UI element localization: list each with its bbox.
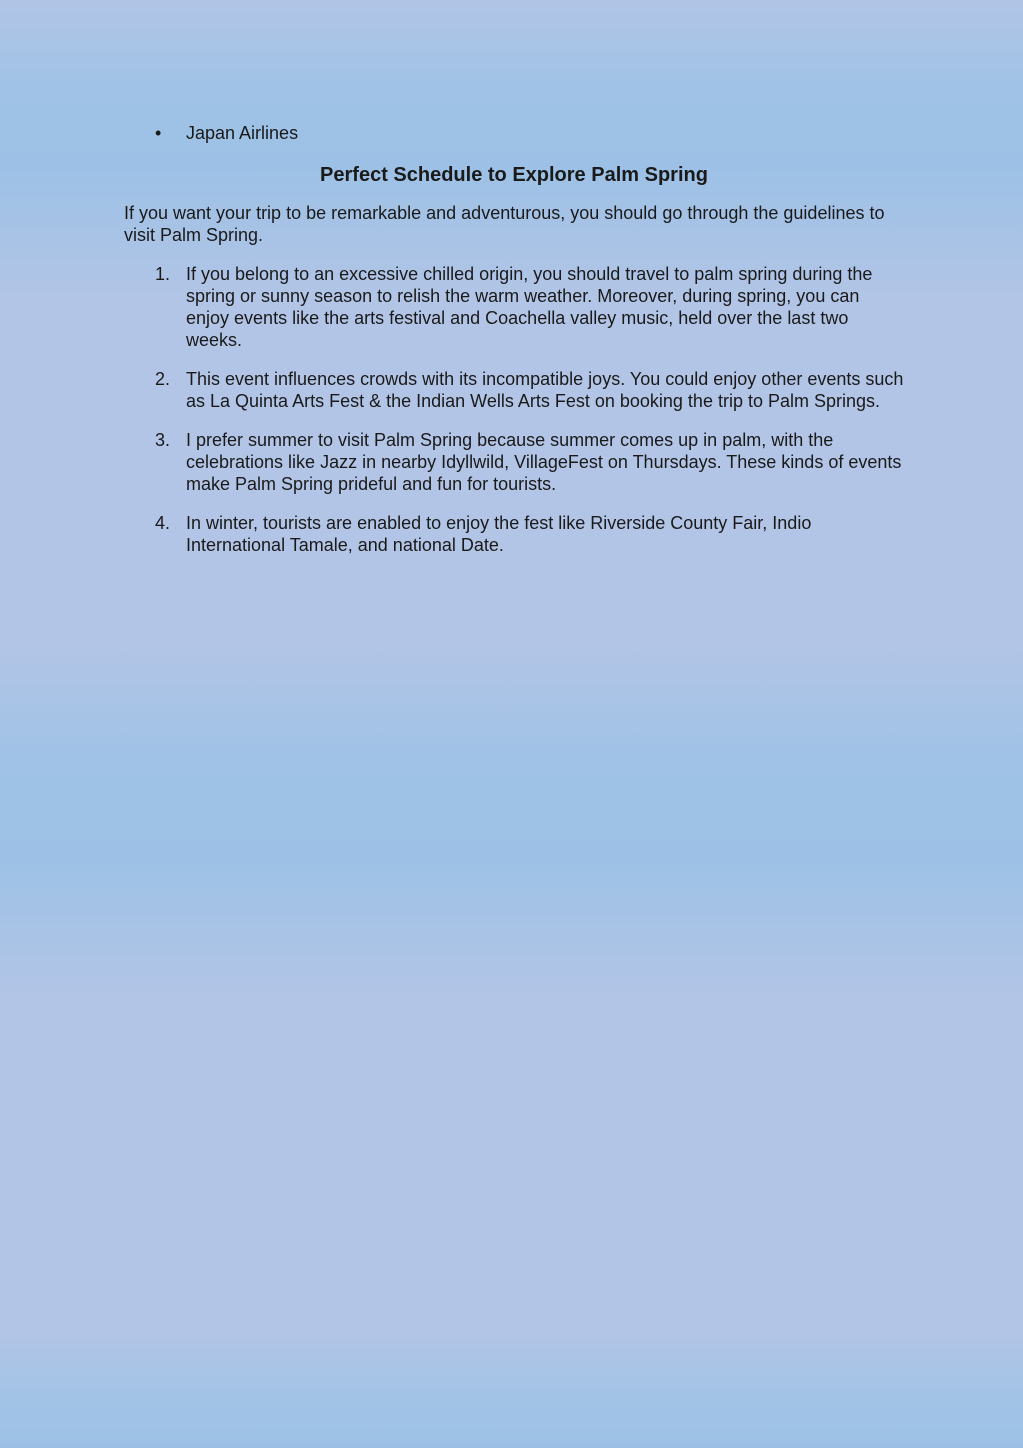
intro-paragraph: If you want your trip to be remarkable and adventurous, you should go through the guidelines to visit Palm Spring.	[124, 203, 885, 245]
numbered-list	[124, 263, 904, 556]
list-item	[124, 512, 904, 556]
list-number: 2.	[155, 369, 171, 389]
list-item	[124, 263, 904, 351]
list-item	[124, 429, 904, 495]
bullet-list	[124, 122, 904, 144]
list-item	[124, 368, 904, 412]
bullet-text: Japan Airlines	[186, 123, 299, 143]
list-number: 3.	[155, 430, 171, 450]
list-item	[124, 122, 904, 144]
section-heading: Perfect Schedule to Explore Palm Spring	[320, 164, 708, 186]
list-number: 1.	[155, 264, 171, 284]
document-page	[124, 122, 904, 573]
list-item-text: In winter, tourists are enabled to enjoy the fest like Riverside County Fair, Indio International Tamale, and national Date.	[186, 513, 812, 555]
list-item-text: This event influences crowds with its incompatible joys. You could enjoy other events such as La Quinta Arts Fest & the Indian Wells Arts Fest on booking the trip to Palm Springs.	[186, 369, 904, 411]
bullet-marker: •	[155, 123, 162, 143]
list-item-text: I prefer summer to visit Palm Spring because summer comes up in palm, with the celebrations like Jazz in nearby Idyllwild, VillageFest on Thursdays. These kinds of events make Palm Spring prideful and fun for tourists.	[186, 430, 902, 494]
list-number: 4.	[155, 513, 171, 533]
list-item-text: If you belong to an excessive chilled origin, you should travel to palm spring during the spring or sunny season to relish the warm weather. Moreover, during spring, you can enjoy events like the arts festival and Coachella valley music, held over the last two weeks.	[186, 264, 873, 350]
